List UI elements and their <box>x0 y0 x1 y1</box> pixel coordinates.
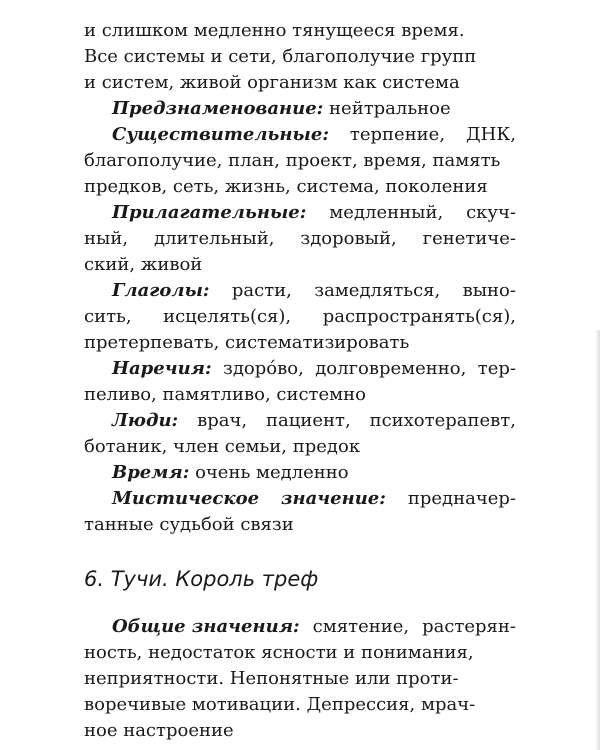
verbs-entry: Глаголы: расти, замедляться, выно- <box>84 278 516 304</box>
adverbs-entry: Наречия: здоро́во, долговременно, тер- <box>84 356 516 382</box>
text-line: предков, сеть, жизнь, система, поколения <box>84 176 488 197</box>
entry-text: очень медленно <box>189 462 349 483</box>
entry-label: Люди: <box>112 410 179 431</box>
text-line: претерпевать, систематизировать <box>84 332 410 353</box>
entry-label: Общие значения: <box>112 616 300 637</box>
text-line: ский, живой <box>84 254 203 275</box>
text-line: ботаник, член семьи, предок <box>84 436 361 457</box>
text-line: благополучие, план, проект, время, память <box>84 150 501 171</box>
entry-label: Глаголы: <box>112 280 210 301</box>
text-line: ный, длительный, здоровый, генетиче- <box>84 228 516 249</box>
mystic-entry: Мистическое значение: предначер- <box>84 486 516 512</box>
text-line: пеливо, памятливо, системно <box>84 384 366 405</box>
page-edge-shadow <box>595 330 600 750</box>
text-line: воречивые мотивации. Депрессия, мрач- <box>84 694 476 715</box>
text-line: танные судьбой связи <box>84 514 294 535</box>
text-line: ность, недостаток ясности и понимания, <box>84 642 474 663</box>
entry-label: Прилагательные: <box>112 202 307 223</box>
text-line: Все системы и сети, благополучие групп <box>84 46 477 67</box>
general-entry: Общие значения: смятение, растерян- <box>84 614 516 640</box>
text-line: сить, исцелять(ся), распространять(ся), <box>84 306 516 327</box>
entry-label-part: значение: <box>280 488 386 509</box>
entry-label: Существительные: <box>112 124 329 145</box>
text-line: ное настроение <box>84 720 234 741</box>
entry-label: Предзнаменование: <box>112 98 324 119</box>
text-line: неприятности. Непонятные или проти- <box>84 668 459 689</box>
section-heading: 6. Тучи. Король треф <box>84 567 319 591</box>
text-line: и слишком медленно тянущееся время. <box>84 20 465 41</box>
entry-label: Время: <box>112 462 190 483</box>
prednaznamenovanie-entry <box>84 96 516 122</box>
adjectives-entry: Прилагательные: медленный, скуч- <box>84 200 516 226</box>
text-line: и систем, живой организм как система <box>84 72 460 93</box>
page-text <box>84 18 516 744</box>
people-entry: Люди: врач, пациент, психотерапевт, <box>84 408 516 434</box>
nouns-entry: Существительные: терпение, ДНК, <box>84 122 516 148</box>
time-entry <box>84 460 516 486</box>
entry-label-part: Мистическое <box>112 488 260 509</box>
entry-label: Наречия: <box>112 358 212 379</box>
entry-text: нейтральное <box>323 98 451 119</box>
